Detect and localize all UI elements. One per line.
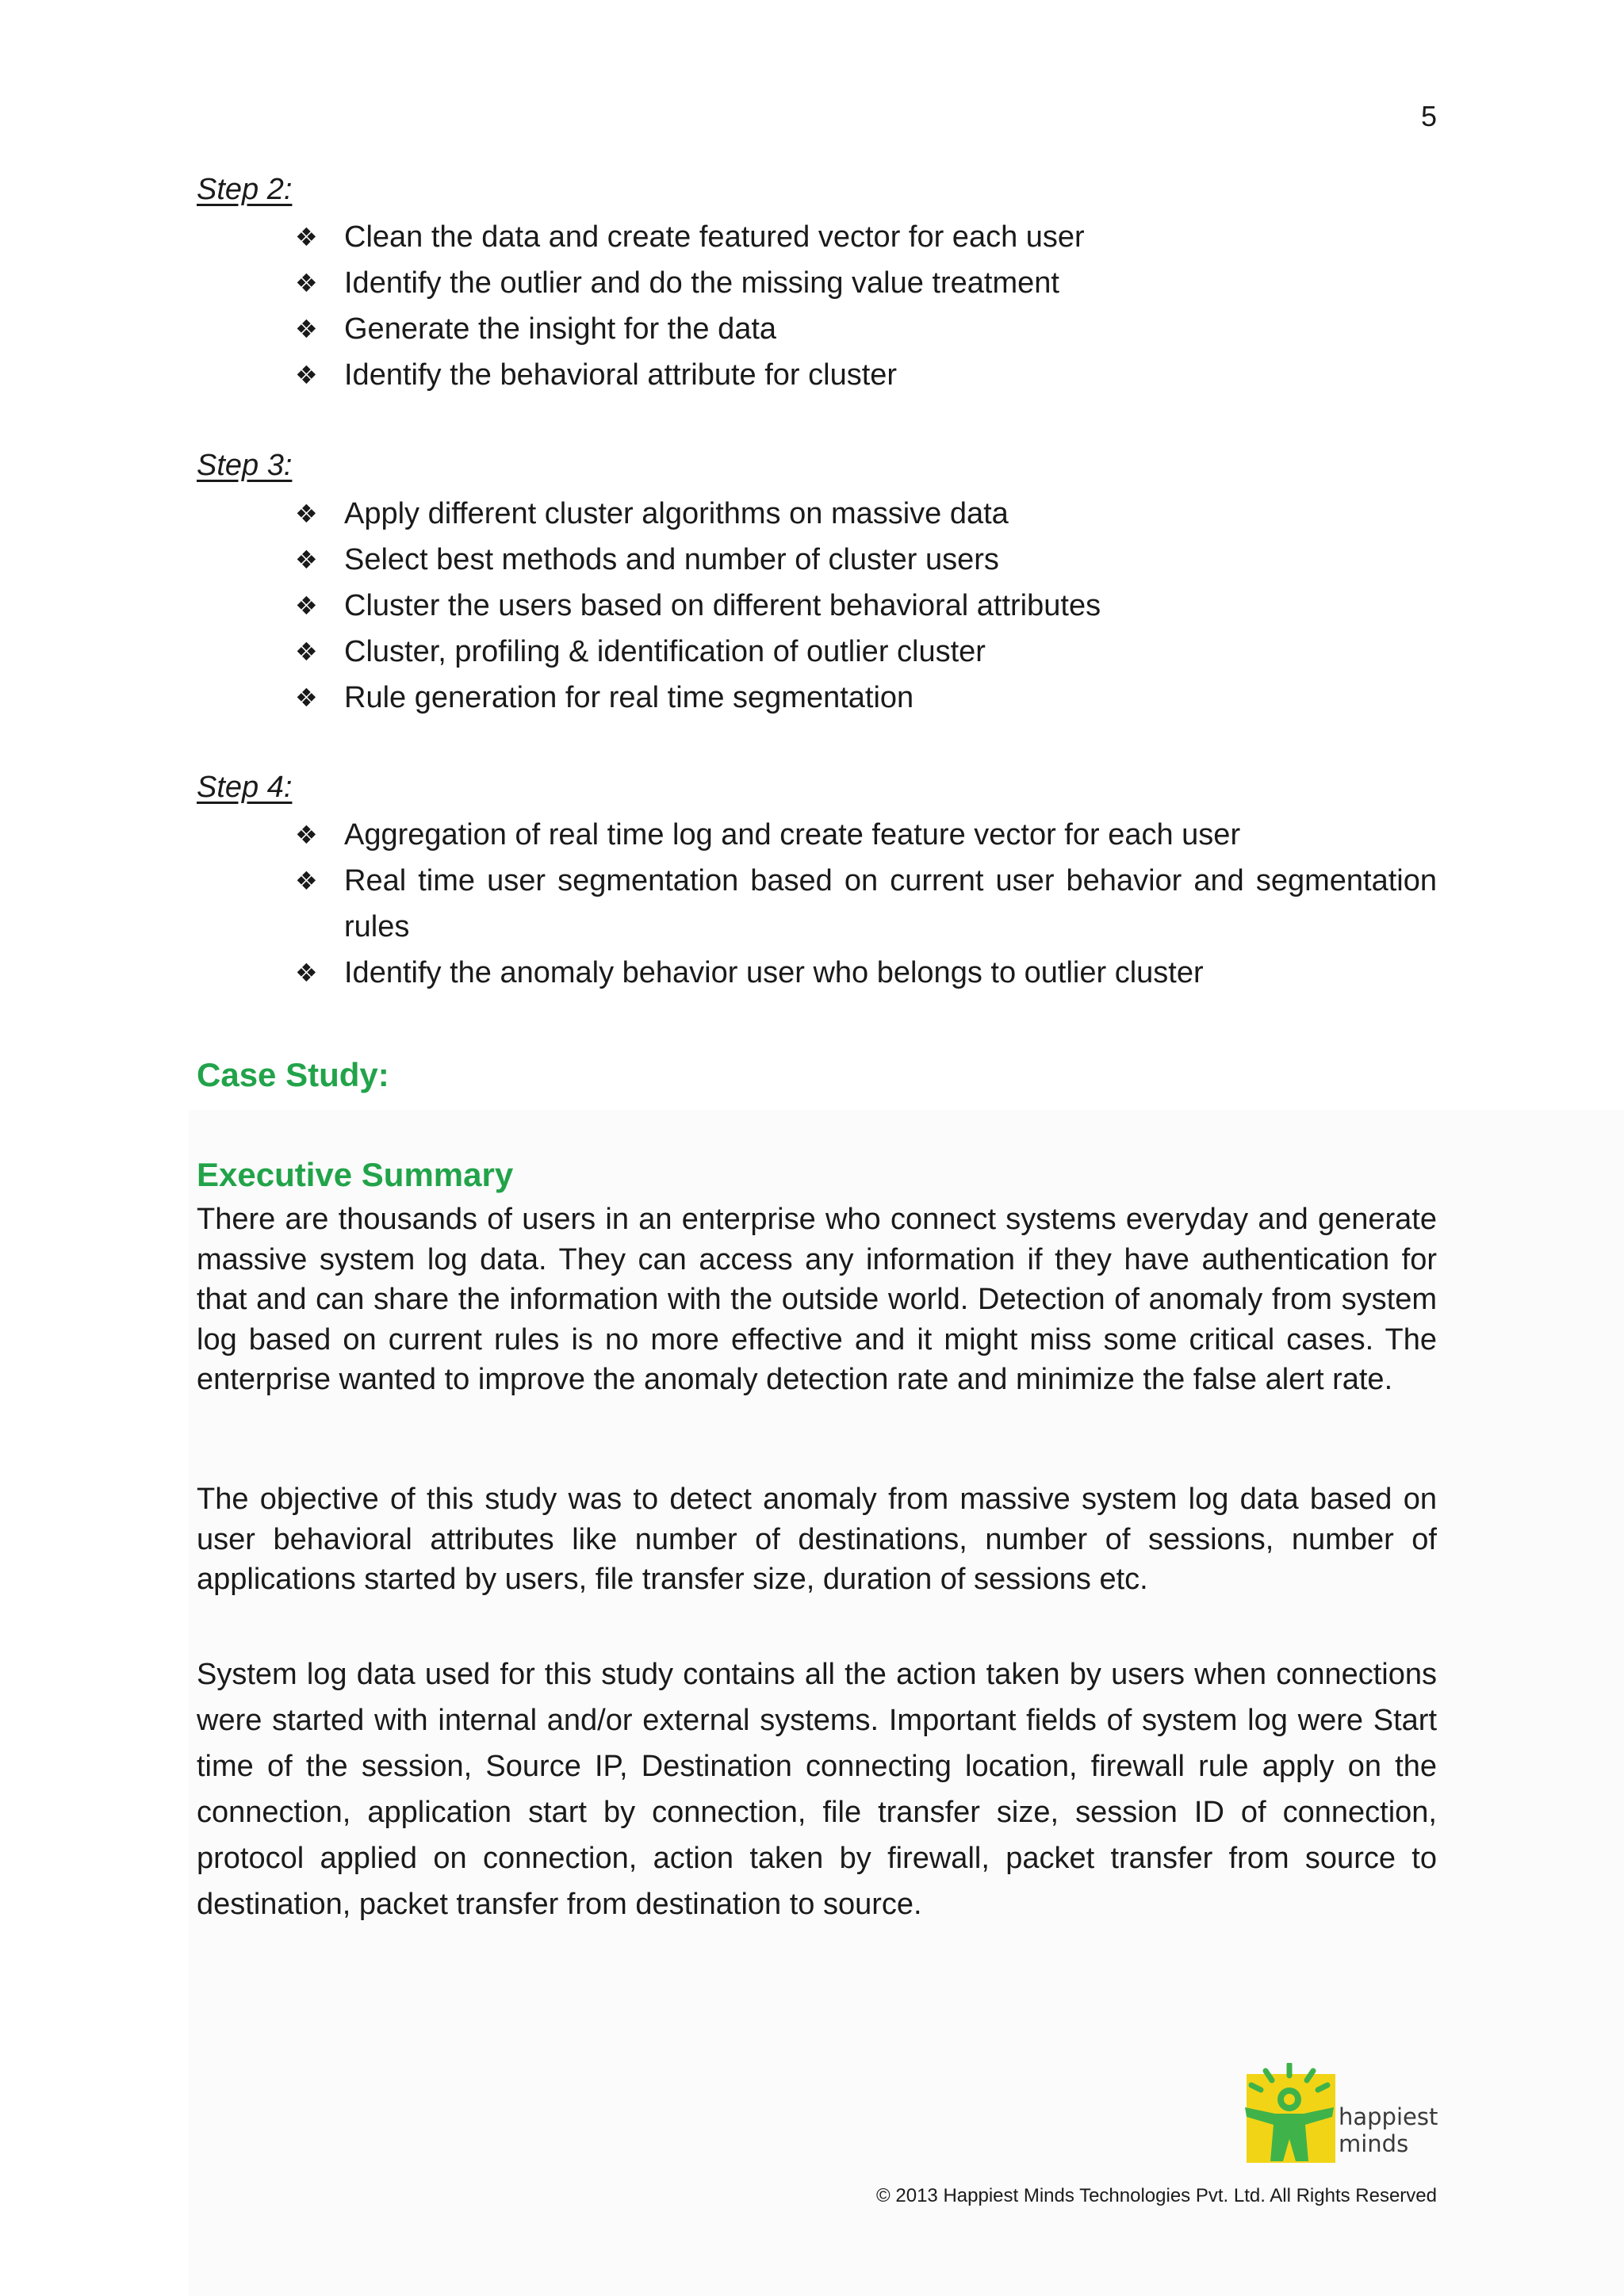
list-item: ❖ Rule generation for real time segmentation xyxy=(295,675,1437,721)
four-diamond-icon: ❖ xyxy=(295,499,318,529)
case-study-title: Case Study: xyxy=(197,1056,389,1093)
list-item: ❖ Identify the behavioral attribute for cluster xyxy=(295,352,1437,398)
four-diamond-icon: ❖ xyxy=(295,958,318,988)
four-diamond-icon: ❖ xyxy=(295,591,318,621)
four-diamond-icon: ❖ xyxy=(295,637,318,667)
four-diamond-icon: ❖ xyxy=(295,268,318,298)
list-item: ❖ Identify the outlier and do the missing value treatment xyxy=(295,260,1437,306)
step-3-heading: Step 3: xyxy=(197,449,293,482)
four-diamond-icon: ❖ xyxy=(295,545,318,575)
list-item: ❖ Generate the insight for the data xyxy=(295,306,1437,352)
four-diamond-icon: ❖ xyxy=(295,222,318,252)
list-item: ❖ Clean the data and create featured vector for each user xyxy=(295,214,1437,260)
list-item: ❖ Select best methods and number of cluster users xyxy=(295,537,1437,583)
step-3-list xyxy=(295,491,1437,721)
list-item: ❖ Cluster the users based on different behavioral attributes xyxy=(295,583,1437,629)
four-diamond-icon: ❖ xyxy=(295,360,318,390)
list-item: ❖ Identify the anomaly behavior user who belongs to outlier cluster xyxy=(295,950,1437,996)
list-item: ❖ Real time user segmentation based on current user behavior and segmentation rules xyxy=(295,858,1437,950)
svg-text:happiest: happiest xyxy=(1339,2103,1438,2130)
list-item: ❖ Cluster, profiling & identification of outlier cluster xyxy=(295,629,1437,675)
step-4-heading: Step 4: xyxy=(197,771,293,804)
page-number: 5 xyxy=(1420,100,1437,132)
four-diamond-icon: ❖ xyxy=(295,820,318,850)
step-2-list xyxy=(295,214,1437,398)
happiest-minds-logo xyxy=(1242,2063,1448,2166)
list-item: ❖ Apply different cluster algorithms on massive data xyxy=(295,491,1437,537)
copyright-footer: © 2013 Happiest Minds Technologies Pvt. Ltd. All Rights Reserved xyxy=(876,2185,1437,2206)
step-4-list xyxy=(295,812,1437,996)
summary-paragraph-3: System log data used for this study contains all the action taken by users when connections were started with internal and/or external systems. Important fields of system log were Start time of the session, Source IP, Destination connecting location, firewall rule apply on the connection, application start by connection, file transfer size, session ID of connection, protocol applied on connection, action taken by firewall, packet transfer from source to destination, packet transfer from destination to source. xyxy=(197,1658,1437,1921)
executive-summary-title: Executive Summary xyxy=(197,1156,514,1193)
step-2-heading: Step 2: xyxy=(197,173,293,206)
four-diamond-icon: ❖ xyxy=(295,314,318,344)
four-diamond-icon: ❖ xyxy=(295,683,318,713)
summary-paragraph-1: There are thousands of users in an enterprise who connect systems everyday and generate massive system log data. They can access any information if they have authentication for that and can share the information with the outside world. Detection of anomaly from system log based on current rules is no more effective and it might miss some critical cases. The enterprise wanted to improve the anomaly detection rate and minimize the false alert rate. xyxy=(197,1203,1437,1396)
summary-paragraph-2: The objective of this study was to detect anomaly from massive system log data based on user behavioral attributes like number of destinations, number of sessions, number of applications started by users, file transfer size, duration of sessions etc. xyxy=(197,1483,1437,1596)
svg-text:minds: minds xyxy=(1339,2130,1409,2157)
list-item: ❖ Aggregation of real time log and create feature vector for each user xyxy=(295,812,1437,858)
four-diamond-icon: ❖ xyxy=(295,866,318,896)
